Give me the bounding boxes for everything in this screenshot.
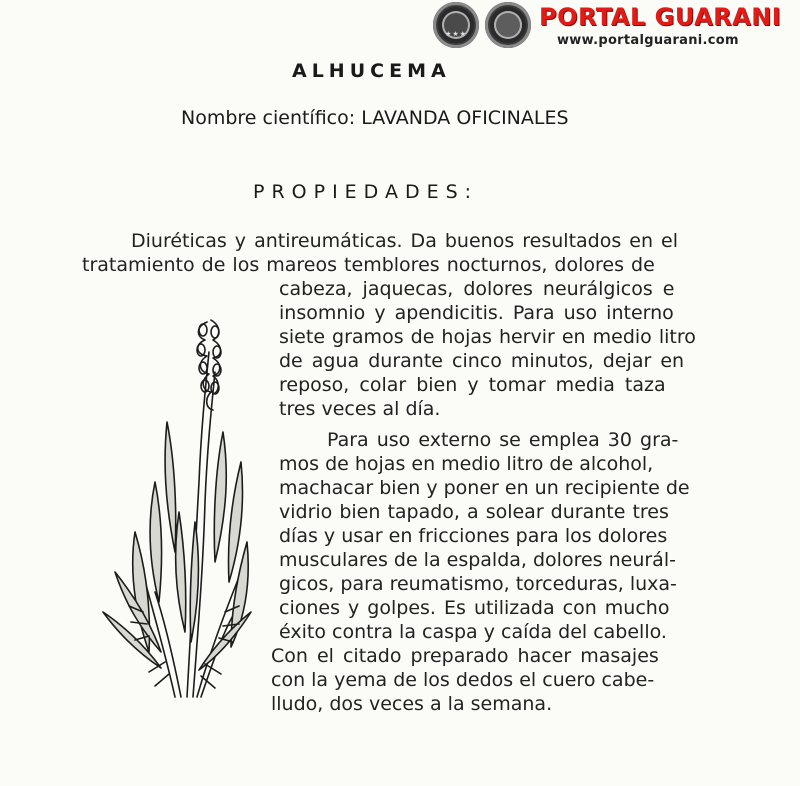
text-line: cabeza, jaquecas, dolores neurálgicos e — [279, 278, 675, 300]
brand-url: www.portalguarani.com — [557, 33, 739, 48]
text-line: machacar bien y poner en un recipiente de — [279, 477, 690, 499]
text-line: tratamiento de los mareos temblores nocturnos, dolores de — [82, 254, 655, 276]
brand-name: PORTAL GUARANI — [539, 3, 782, 31]
section-heading: PROPIEDADES: — [253, 181, 479, 203]
text-line: reposo, colar bien y tomar media taza — [279, 374, 666, 396]
text-line: tres veces al día. — [279, 398, 441, 420]
seal-icon — [485, 2, 531, 48]
text-line: Diuréticas y antireumáticas. Da buenos resultados en el — [131, 230, 679, 252]
text-line: Para uso externo se emplea 30 gra- — [327, 429, 679, 451]
text-line: lludo, dos veces a la semana. — [271, 693, 553, 715]
text-line: vidrio bien tapado, a solear durante tres — [279, 501, 669, 523]
text-line: de agua durante cinco minutos, dejar en — [279, 350, 685, 372]
text-line: ciones y golpes. Es utilizada con mucho — [279, 597, 670, 619]
text-line: gicos, para reumatismo, torceduras, luxa- — [279, 573, 677, 595]
text-line: mos de hojas en medio litro de alcohol, — [279, 453, 654, 475]
seal-icon: ★★★ — [433, 2, 479, 48]
text-line: éxito contra la caspa y caída del cabello. — [279, 621, 667, 643]
text-line: días y usar en fricciones para los dolores — [279, 525, 668, 547]
text-line: con la yema de los dedos el cuero cabe- — [271, 669, 655, 691]
text-line: siete gramos de hojas hervir en medio litro — [279, 326, 696, 348]
lavender-plant-illustration — [95, 312, 255, 702]
watermark-logo — [433, 2, 782, 54]
text-line: insomnio y apendicitis. Para uso interno — [279, 302, 674, 324]
scientific-name: Nombre científico: LAVANDA OFICINALES — [181, 107, 569, 129]
page-title: ALHUCEMA — [292, 60, 451, 82]
text-line: musculares de la espalda, dolores neurál- — [279, 549, 676, 571]
text-line: Con el citado preparado hacer masajes — [271, 645, 659, 667]
